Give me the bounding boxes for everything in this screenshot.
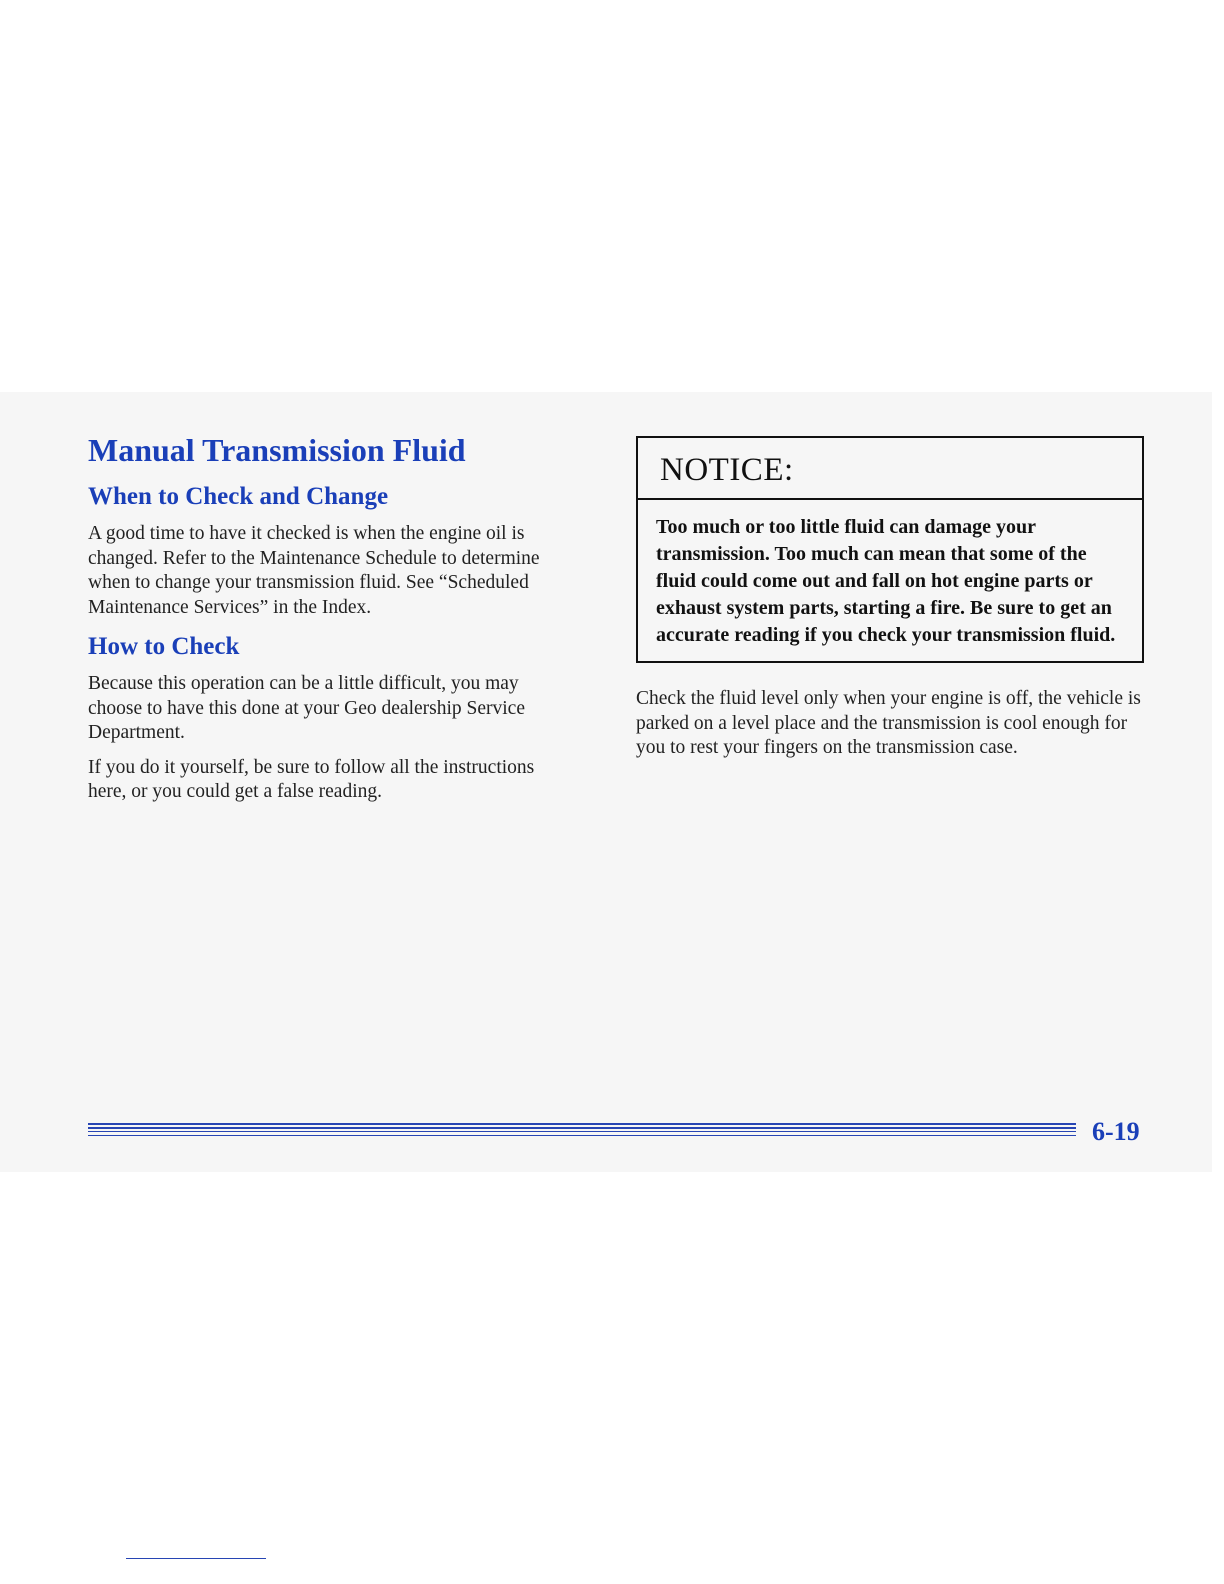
footer-rule bbox=[88, 1131, 1076, 1132]
notice-box bbox=[636, 436, 1144, 663]
footer-rule bbox=[88, 1123, 1076, 1125]
footer-rule bbox=[88, 1127, 1076, 1129]
page-number: 6-19 bbox=[1092, 1117, 1140, 1146]
bottom-edge-mark bbox=[126, 1558, 266, 1559]
paragraph-do-it-yourself: If you do it yourself, be sure to follow all the instructions here, or you could get a false reading. bbox=[88, 756, 535, 802]
heading-how-to-check: How to Check bbox=[88, 633, 240, 660]
page-title: Manual Transmission Fluid bbox=[88, 432, 466, 468]
notice-header bbox=[638, 438, 1142, 500]
footer-rules bbox=[88, 1123, 1076, 1139]
heading-when-to-check: When to Check and Change bbox=[88, 483, 389, 510]
paragraph-dealer-service: Because this operation can be a little difficult, you may choose to have this done at your Geo dealership Service Department. bbox=[88, 673, 525, 743]
notice-body: Too much or too little fluid can damage your transmission. Too much can mean that some of the fluid could come out and fall on hot engine parts or exhaust system parts, starting a fire. Be sure to get an accurate reading if you check your transmission fluid. bbox=[656, 516, 1116, 646]
left-column bbox=[88, 430, 568, 805]
right-column bbox=[636, 436, 1148, 761]
paragraph-when-to-check: A good time to have it checked is when the engine oil is changed. Refer to the Maintenance Schedule to determine when to change your transmission fluid. See “Scheduled Maintenance Services” in the Index. bbox=[88, 523, 540, 618]
paragraph-check-conditions: Check the fluid level only when your engine is off, the vehicle is parked on a level place and the transmission is cool enough for you to rest your fingers on the transmission case. bbox=[636, 688, 1141, 758]
notice-title: NOTICE: bbox=[660, 452, 794, 488]
footer-rule bbox=[88, 1135, 1076, 1136]
